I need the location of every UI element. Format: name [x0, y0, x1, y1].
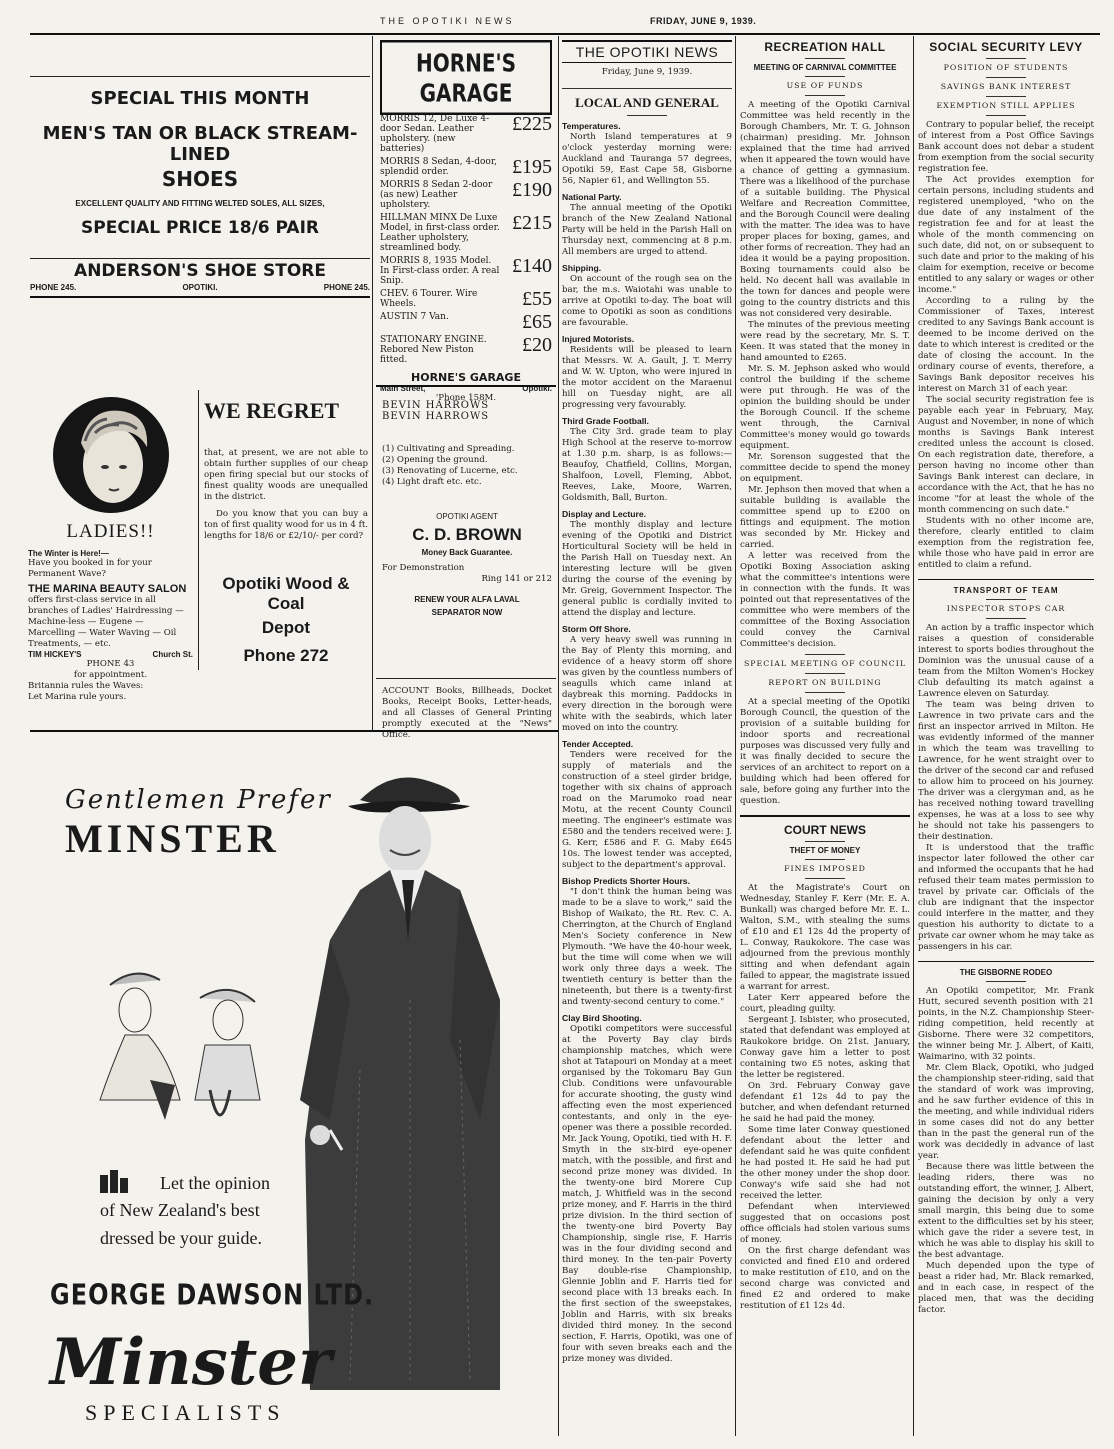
social-paragraph: The social security registration fee is payable each year in February, May, August and November, in none of which months is Savings Bank interest credited unless the account is closed. On each registration date, therefore, a person having no income other than Savings Bank interest can declare, in accordance with the Act, that he has no income "for at least the whole of the month commencing on such date." — [918, 395, 1094, 515]
harrows-brand2: BEVIN HARROWS — [382, 411, 490, 422]
garage-item-price: £215 — [512, 212, 552, 234]
garage-item-price: £65 — [522, 311, 552, 333]
harrows-ring: Ring 141 or 212 — [481, 574, 552, 584]
beauty-title: LADIES!! — [66, 521, 155, 542]
minster-prefix: Gentlemen Prefer — [65, 785, 332, 815]
minster-brand: MINSTER — [65, 816, 280, 861]
social-paragraph: The Act provides exemption for certain persons, including students and registered unemployed, "who on the due date of any instalment of the registration fee and for at least the whole of the month commencing on such date, did not, on or subsequent to such date and prior to the making of his claim for exemption, receive or become entitled to any salary or wages or other income." — [918, 175, 1094, 295]
shoes-headline: SPECIAL THIS MONTH — [90, 88, 310, 109]
shoes-town: OPOTIKI. — [182, 283, 218, 292]
harrows-use-item: (4) Light draft etc. etc. — [382, 477, 482, 487]
local-item-head: Display and Lecture. — [562, 509, 647, 519]
minster-tag1: Let the opinion — [160, 1173, 270, 1193]
paper-name: THE OPOTIKI NEWS — [562, 40, 732, 63]
social-sub3: EXEMPTION STILL APPLIES — [936, 101, 1076, 110]
local-item-head: Temperatures. — [562, 121, 621, 131]
recreation-paras — [740, 100, 910, 650]
beauty-line2: Have you booked in for your Permanent Wave? — [28, 558, 152, 579]
garage-item — [380, 213, 552, 253]
shoes-item: MEN'S TAN OR BLACK STREAM-LINED — [42, 123, 358, 165]
garage-item — [380, 180, 552, 210]
harrows-demo: For Demonstration — [382, 563, 465, 573]
beauty-name: TIM HICKEY'S — [28, 650, 82, 659]
local-item-body: Opotiki competitors were successful at the Poverty Bay clay birds championship matches, which were shot at Tatapouri on Monday at a meet organised by the Tokomaru Bay Gun Club. Conditions were unfavourable for accurate shooting, the gusty wind affecting even the most experienced contestants, and only in the eye-opener was there a possible recorded. Mr. Jack Young, Opotiki, tied with H. F. Smyth in the six-bird eye-opener match, with the possible, and first and second prize money was divided. In the twenty-one bird Morere Cup match, J. Whitfield was in the second prize money, and F. Harris in the third prize division. In the third section of the twenty-one bird Poverty Bay Championship, single rise, F. Harris was in the four dividing second and third money. In the ten-pair Poverty Bay double-rise Championship, Glennie Joblin and F. Harris tied for second place with 13 breaks each. In the first section of the sweepstakes, Joblin and Harris, with six breaks divided third money. In the second section, F. Harris, Opotiki, was one of four with seven breaks each and the prize money was divided. — [562, 1024, 732, 1364]
garage-item — [380, 256, 552, 286]
beauty-phone: PHONE 43 — [86, 659, 135, 669]
court-head: COURT NEWS — [784, 823, 866, 837]
column-rule — [735, 36, 736, 1436]
beauty-offers: offers first-class service in all branches of Ladies' Hairdressing — Machine-less — Eugene — Marcelling — Water Waving — Oil Treatments, — etc. — [28, 595, 184, 649]
harrows-guarantee: Money Back Guarantee. — [421, 548, 513, 557]
garage-item-text: MORRIS 12, De Luxe 4-door Sedan. Leather upholstery. (new batteries) — [380, 114, 490, 154]
local-item-body: The annual meeting of the Opotiki branch of the New Zealand National Party will be held in the Parish Hall on Thursday next, commencing at 8 p.m. All members are urged to attend. — [562, 203, 732, 257]
shoes-store: ANDERSON'S SHOE STORE — [30, 258, 370, 281]
court-paragraph: Later Kerr appeared before the court, pleading guilty. — [740, 993, 910, 1014]
garage-item — [380, 312, 552, 332]
garage-item-text: CHEV. 6 Tourer. Wire Wheels. — [380, 289, 478, 309]
shoes-phone-right: PHONE 245. — [323, 283, 370, 292]
recreation-paragraph: The minutes of the previous meeting were read by the secretary, Mr. S. T. Keen. It was stated that the money in hand amounted to £265. — [740, 320, 910, 363]
garage-phone: 'Phone 158M. — [435, 393, 497, 403]
minster-script-logo: Minster — [50, 1325, 332, 1400]
shoes-advert — [30, 76, 370, 298]
local-items — [562, 121, 732, 1365]
masthead-rule — [30, 33, 1100, 35]
council-head: SPECIAL MEETING OF COUNCIL — [743, 659, 907, 668]
harrows-separator: SEPARATOR NOW — [431, 608, 503, 617]
local-item-body: "I don't think the human being was made to be a slave to work," said the Bishop of Waikato, the Rt. Rev. C. A. Cherrington, at the Church of England Men's Society conference in New Plymouth. "We have the 40-hour week, but the time will come when we will work only three days a week. The twentieth century is better than the nineteenth, but there is a twenty-first and twenty-second century to come." — [562, 887, 732, 1007]
garage-street: Main Street, — [380, 384, 426, 393]
beauty-slogan2: Let Marina rule yours. — [28, 692, 127, 702]
garage-item-price: £55 — [522, 288, 552, 310]
paper-date: Friday, June 9, 1939. — [601, 67, 693, 77]
wood-title: WE REGRET — [204, 398, 340, 423]
court-paragraph: Some time later Conway questioned defendant about the letter and defendant said he was quite confident he had posted it. He said he had put the other money under the shop door. Conway's wife said she had not received the letter. — [740, 1125, 910, 1201]
rodeo-paragraph: An Opotiki competitor, Mr. Frank Hutt, secured seventh position with 21 points, in the N.Z. Championship Steer-riding competition, held recently at Gisborne. There were 32 competitors, the winner being Mr. J. Albert, of Kaiti, Waimarino, with 32 points. — [918, 986, 1094, 1062]
harrows-agent: C. D. BROWN — [412, 525, 522, 544]
social-sub1: POSITION OF STUDENTS — [943, 63, 1069, 72]
garage-item — [380, 335, 552, 365]
masthead-date: FRIDAY, JUNE 9, 1939. — [650, 16, 757, 26]
council-sub: REPORT ON BUILDING — [768, 678, 882, 687]
garage-item — [380, 157, 552, 177]
recreation-paragraph: Mr. S. M. Jephson asked who would control the building if the scheme were put through. He was of the opinion the building should be under the Borough Council. If the scheme went through, the Carnival Committee's money would go towards equipment. — [740, 364, 910, 451]
local-item-head: National Party. — [562, 192, 622, 202]
social-paragraph: Students with no other income are, therefore, clearly entitled to claim exemption from the registration fee, while those who have paid in error are entitled to claim a refund. — [918, 516, 1094, 570]
local-item-body: Residents will be pleased to learn that Messrs. W. A. Gault, J. T. Merry and W. W. Upton, who were injured in the motor accident on the Maraenui hill on Tuesday night, are all progressing very favourably. — [562, 345, 732, 410]
harrows-renew: RENEW YOUR ALFA LAVAL — [414, 595, 520, 604]
shoes-quality: EXCELLENT QUALITY AND FITTING WELTED SOLES, ALL SIZES, — [75, 199, 325, 208]
wood-phone: Phone 272 — [243, 646, 329, 665]
wood-depot2: Depot — [261, 618, 311, 637]
social-column — [918, 40, 1094, 1316]
transport-head: TRANSPORT OF TEAM — [953, 586, 1059, 595]
garage-item-price: £190 — [512, 179, 552, 201]
garage-item-price: £225 — [512, 113, 552, 135]
court-paragraph: At the Magistrate's Court on Wednesday, Stanley F. Kerr (Mr. E. A. Bunkall) was charged before Mr. E. L. Walton, S.M., with stealing the sums of £10 and £1 12s 4d the property of L. Conway, Raukokore. The case was adjourned from the previous monthly sitting and when defendant again failed to appear, the magistrate issued a warrant for arrest. — [740, 883, 910, 992]
recreation-sub2: USE OF FUNDS — [786, 81, 864, 90]
local-item-body: The monthly display and lecture evening of the Opotiki and District Horticultural Society will be held in the Parish Hall on Tuesday next. An interesting lecture will be given during the course of the evening by Mr. Greig, Government Inspector. The general public is cordially invited to attend the display and lecture. — [562, 520, 732, 618]
rodeo-paras — [918, 986, 1094, 1316]
beauty-appt: for appointment. — [73, 670, 148, 680]
rodeo-paragraph: Much depended upon the type of beast a rider had, Mr. Black remarked, and in each case, in respect of the placed men, that was the deciding factor. — [918, 1261, 1094, 1315]
local-item-body: The City 3rd. grade team to play High School at the reserve to-morrow at 1.30 p.m. sharp, is as follows:— Beaufoy, Chatfield, Collins, Morgan, Shalfoon, Lovell, Fleming, Abbot, Reeves, Lake, Moore, Warren, Goldsmith, Ball, Burton. — [562, 427, 732, 503]
local-item-head: Bishop Predicts Shorter Hours. — [562, 876, 690, 886]
social-paragraph: Contrary to popular belief, the receipt of interest from a Post Office Savings Bank account does not debar a student from exemption from the social security registration fee. — [918, 120, 1094, 174]
garage-item-text: MORRIS 8 Sedan, 4-door, splendid order. — [380, 157, 497, 177]
rodeo-paragraph: Because there was little between the leading riders, there was no outstanding effort, the winner, J. Albert, gaining the decision by only a very small margin, this being due to some extent to the difficulties set by his steer, which gave the rider a severe test, in which he was able to display his skill to the best advantage. — [918, 1162, 1094, 1260]
minster-specialists: SPECIALISTS — [85, 1400, 286, 1425]
minster-tag3: dressed be your guide. — [100, 1228, 262, 1248]
harrows-use-item: (2) Opening the ground. — [382, 455, 488, 465]
recreation-paragraph: Mr. Sorenson suggested that the committee decide to spend the money on equipment. — [740, 452, 910, 484]
court-sub2: FINES IMPOSED — [784, 864, 866, 873]
social-title: SOCIAL SECURITY LEVY — [929, 40, 1083, 54]
court-paras — [740, 883, 910, 1312]
recreation-column — [740, 40, 910, 1312]
garage-item-text: AUSTIN 7 Van. — [380, 312, 449, 322]
beauty-slogan1: Britannia rules the Waves: — [28, 681, 144, 691]
harrows-brand1: BEVIN HARROWS — [382, 400, 490, 411]
local-item-body: On account of the rough sea on the bar, the m.s. Waiotahi was unable to arrive at Opotiki to-day. The boat will come to Opotiki as soon as conditions are favourable. — [562, 274, 732, 328]
garage-item-text: HILLMAN MINX De Luxe Model, in first-class order. Leather upholstery, streamlined body. — [380, 213, 500, 253]
garage-title: HORNE'S GARAGE — [380, 40, 552, 115]
beauty-salon: THE MARINA BEAUTY SALON — [28, 583, 187, 595]
local-item-body: Tenders were received for the supply of materials and the construction of a steel girder bridge, together with six chains of approach road on the Marumoko road near Motu, at the recent County Council meeting. The engineer's estimate was £580 and the tenders received were: J. G. Kerr, £586 and F. G. Maby £645 10s. The lowest tender was accepted, subject to the department's approval. — [562, 750, 732, 870]
recreation-title: RECREATION HALL — [764, 40, 886, 54]
harrows-agent-label: OPOTIKI AGENT — [436, 512, 498, 521]
wood-advert — [204, 398, 368, 666]
wood-depot1: Opotiki Wood & Coal — [222, 574, 350, 613]
minster-tag2: of New Zealand's best — [100, 1200, 260, 1220]
garage-town: Opotiki. — [522, 384, 552, 393]
garage-item-text: MORRIS 8, 1935 Model. In First-class order. A real Snip. — [380, 256, 500, 286]
harrows-use-item: (3) Renovating of Lucerne, etc. — [382, 466, 518, 476]
column-rule — [372, 36, 373, 730]
garage-list — [380, 114, 552, 365]
local-item-head: Shipping. — [562, 263, 602, 273]
beauty-line1: The Winter is Here!— — [28, 549, 109, 558]
shoes-phone-left: PHONE 245. — [30, 283, 77, 292]
local-item-body: North Island temperatures at 9 o'clock yesterday morning were: Auckland and Tauranga 57 degrees, Opotiki 59, East Cape 58, Gisborne 56, Napier 61, and Wellington 55. — [562, 132, 732, 186]
garage-item-text: MORRIS 8 Sedan 2-door (as new) Leather upholstery. — [380, 180, 493, 210]
transport-paras — [918, 623, 1094, 953]
local-title: LOCAL AND GENERAL — [562, 88, 732, 111]
rodeo-head: THE GISBORNE RODEO — [959, 968, 1053, 977]
lady-portrait-image — [51, 395, 171, 515]
shoes-price: SPECIAL PRICE 18/6 PAIR — [81, 218, 319, 238]
local-item-head: Tender Accepted. — [562, 739, 634, 749]
harrows-advert — [382, 400, 552, 617]
garage-item — [380, 289, 552, 309]
wood-text1: that, at present, we are not able to obtain further supplies of our cheap open firing special but our stocks of finest quality woods are unequalled in the district. — [204, 448, 368, 502]
social-paras — [918, 120, 1094, 571]
council-body: At a special meeting of the Opotiki Borough Council, the question of the provision of a suitable building for indoor sports and recreational purposes was discussed very fully and it was finally decided to secure the services of an architect to report on a building which had been offered for sale, before going any further into the question. — [740, 697, 910, 806]
local-item-head: Third Grade Football. — [562, 416, 649, 426]
shoes-item-word: SHOES — [161, 167, 239, 191]
transport-paragraph: An action by a traffic inspector which raises a question of considerable interest to sports bodies throughout the Dominion was the unusual cause of a team from the Milton Women's Hockey Club defaulting its match against a Lawrence eleven on Saturday. — [918, 623, 1094, 699]
garage-footer-title: HORNE'S GARAGE — [411, 371, 521, 384]
court-paragraph: On 3rd. February Conway gave defendant £1 12s 4d to pay the butcher, and when defendant returned he said he had paid the money. — [740, 1081, 910, 1124]
garage-advert — [380, 40, 552, 404]
court-sub1: THEFT OF MONEY — [789, 846, 861, 855]
social-paragraph: According to a ruling by the Commissioner of Taxes, interest credited to any Savings Bank account is deemed to be income derived on the date to which interest is credited or the date of closing the account. In the ordinary course of events, therefore, a Savings Bank depositor receives his interest on March 31 of each year. — [918, 296, 1094, 394]
rodeo-paragraph: Mr. Clem Black, Opotiki, who judged the championship steer-riding, said that the standard of work was improving, and he saw further evidence of this in the meeting, and while individual riders in some cases did not do any better than in the past the general run of the work was decidedly in advance of last year. — [918, 1063, 1094, 1161]
printing-advert: ACCOUNT Books, Billheads, Docket Books, Receipt Books, Letter-heads, and all Classes of General Printing promptly executed at the "News" Office. — [382, 686, 552, 740]
recreation-paragraph: Mr. Jephson then moved that when a suitable building is available the committee spend up to £200 on fittings and equipment. The motion was seconded by Mr. Hickey and carried. — [740, 485, 910, 550]
garage-item-price: £140 — [512, 255, 552, 277]
column-rule — [913, 36, 914, 1436]
transport-paragraph: The team was being driven to Lawrence in two private cars and the first an inspector arrived in Milton. He was evidently informed of the manner in which the team was travelling to Lawrence, for he went straight over to the driver of the second car and refused to allow him to proceed on his journey. The driver was a clergyman and, as he has received nothing toward travelling expenses, he was at a loss to see why he should not take his passengers to their destination. — [918, 700, 1094, 842]
social-sub2: SAVINGS BANK INTEREST — [940, 82, 1072, 91]
minster-advert — [30, 740, 555, 1440]
recreation-paragraph: A letter was received from the Opotiki Boxing Association asking what the committee's intentions were in connection with the funds. It was pointed out that representatives of the committee who were members of the committee of the Boxing Association could convey the Carnival Committee's decision. — [740, 551, 910, 649]
garage-item-price: £20 — [522, 334, 552, 356]
court-paragraph: Defendant when interviewed suggested that on occasions post office officials had stolen various sums of money. — [740, 1202, 910, 1245]
masthead-title: THE OPOTIKI NEWS — [380, 16, 515, 26]
recreation-paragraph: A meeting of the Opotiki Carnival Committee was held recently in the Borough Chambers, Mr. T. G. Johnson (chairman) presiding. Mr. Johnson explained that the time had arrived when it appeared the town would have a chance of getting a gymnasium. There was a likelihood of the purchase of a suitable building. The Physical Welfare and Recreation Committee, and the Borough Council were dealing with the matter. The idea was to have proper places for boxing, games, and other forms of recreation. They had an idea it would be a paying proposition. Boxing tournaments could also be held. No decent hall was available in the town for dances and people were going to the country districts and this was not considered very desirable. — [740, 100, 910, 319]
wood-text2: Do you know that you can buy a ton of first quality wood for us in 4 ft. lengths for 18/6 or £2/10/- per cord? — [204, 509, 368, 541]
local-item-body: A very heavy swell was running in the Bay of Plenty this morning, and evidence of a heavy storm off shore was given by the countless numbers of seagulls which came inland at daybreak this morning. Paddocks in every direction in the borough were white with the seabirds, which later moved on into the country. — [562, 635, 732, 733]
local-item-head: Injured Motorists. — [562, 334, 635, 344]
local-item-head: Clay Bird Shooting. — [562, 1013, 642, 1023]
beauty-street: Church St. — [152, 650, 193, 659]
transport-paragraph: It is understood that the traffic inspector later followed the other car and informed the occupants that he had refused their team mates permission to travel by private car. Officials of the club are indignant that the inspector could interfere in the matter, and they question his authority to dictate to a private car owner whom he may take as passengers in his car. — [918, 843, 1094, 952]
harrows-use-item: (1) Cultivating and Spreading. — [382, 444, 515, 454]
minster-store: GEORGE DAWSON LTD. — [50, 1278, 375, 1312]
garage-item — [380, 114, 552, 154]
local-item-head: Storm Off Shore. — [562, 624, 631, 634]
garage-item-price: £195 — [512, 156, 552, 178]
beauty-advert — [28, 395, 193, 703]
court-paragraph: On the first charge defendant was convicted and fined £10 and ordered to make restitution of £10, and on the second charge was convicted and fined £2 and ordered to make restitution of £1 12s 4d. — [740, 1246, 910, 1311]
court-paragraph: Sergeant J. Isbister, who prosecuted, stated that defendant was employed at Raukokore bridge. On 21st. January, Conway gave him a letter to post containing two £5 notes, asking that the letter be registered. — [740, 1015, 910, 1080]
recreation-sub1: MEETING OF CARNIVAL COMMITTEE — [753, 63, 897, 72]
local-general-column — [562, 40, 732, 1365]
garage-item-text: STATIONARY ENGINE. Rebored New Piston fitted. — [380, 335, 487, 365]
transport-sub: INSPECTOR STOPS CAR — [946, 604, 1066, 613]
column-rule — [558, 36, 559, 1436]
harrows-uses — [382, 444, 552, 488]
